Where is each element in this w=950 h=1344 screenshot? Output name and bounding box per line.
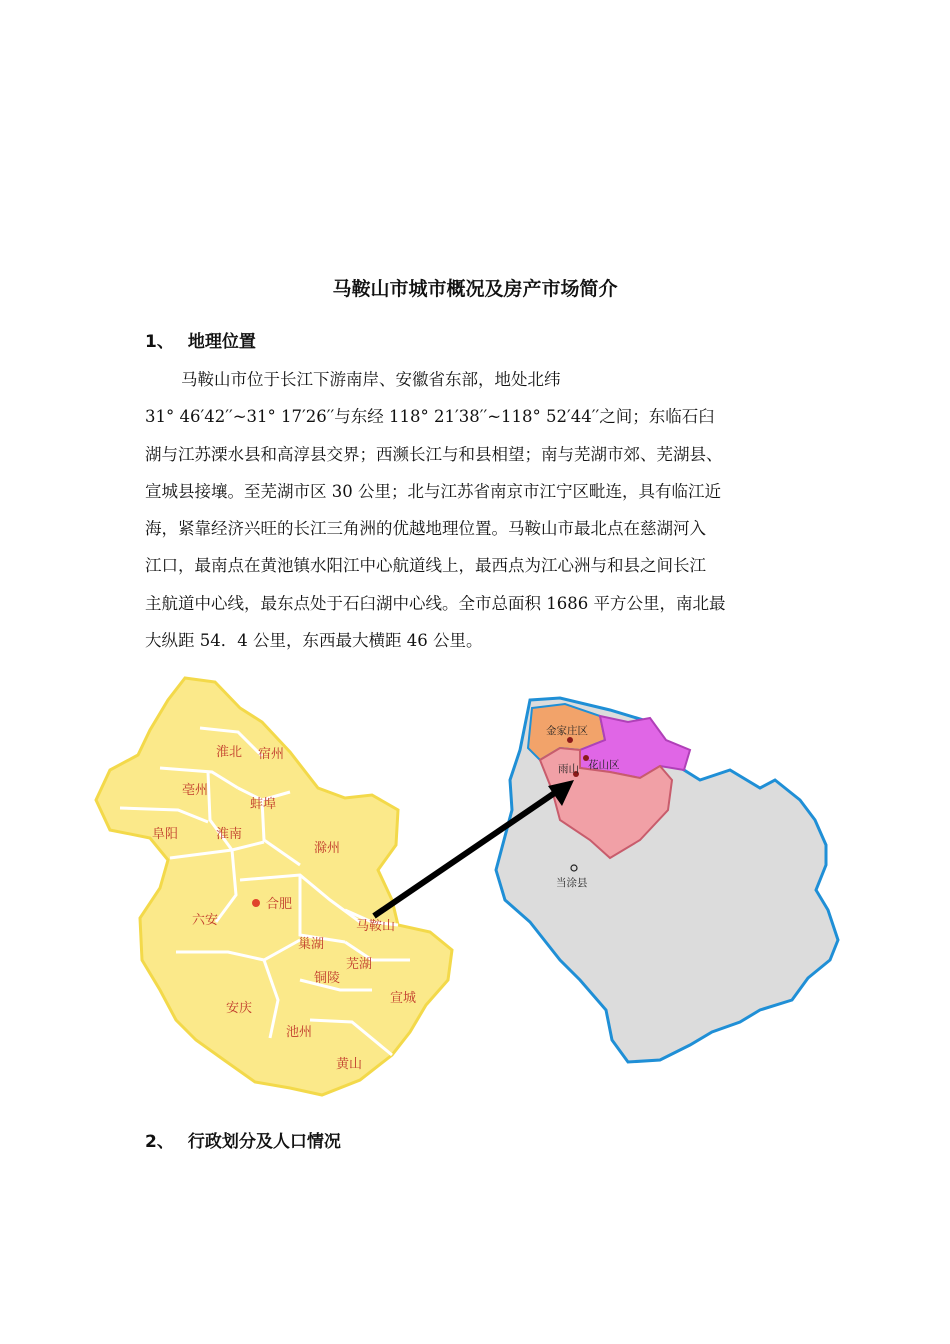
anhui-province-map [96,678,452,1095]
map-label: 合肥 [266,897,293,912]
paragraph-line: 马鞍山市位于长江下游南岸、安徽省东部，地处北纬 [181,370,561,389]
map-label: 淮南 [216,827,243,842]
province-outline [96,678,452,1095]
maps-figure [0,660,950,1120]
paragraph-line: 宣城县接壤。至芜湖市区 30 公里；北与江苏省南京市江宁区毗连，具有临江近 [145,481,721,501]
map-label: 滁州 [314,841,341,856]
maanshan-city-map [496,698,838,1062]
map-label: 马鞍山 [356,919,396,934]
map-label: 六安 [192,913,219,928]
map-label: 巢湖 [298,937,325,952]
section-heading-text: 行政划分及人口情况 [187,1132,341,1152]
map-label: 阜阳 [152,827,179,842]
paragraph-line: 海，紧靠经济兴旺的长江三角洲的优越地理位置。马鞍山市最北点在慈湖河入 [145,519,706,539]
document-title: 马鞍山市城市概况及房产市场简介 [332,278,618,300]
jinjiazhuang-marker [567,737,573,743]
hefei-marker [252,899,260,907]
map-label: 黄山 [336,1057,363,1072]
paragraph-line: 大纵距 54．4 公里，东西最大横距 46 公里。 [145,631,483,651]
section-heading-administration [145,1127,341,1152]
map-label: 池州 [286,1025,313,1040]
section-heading-geography [145,327,256,352]
map-label: 芜湖 [346,957,373,972]
map-label: 当涂县 [556,877,588,889]
map-label: 安庆 [226,1001,253,1016]
section-heading-text: 地理位置 [187,332,256,352]
map-label: 宿州 [258,747,285,762]
paragraph-line: 主航道中心线，最东点处于石臼湖中心线。全市总面积 1686 平方公里，南北最 [145,593,726,613]
map-label: 淮北 [216,745,243,760]
map-label: 雨山 [558,763,579,775]
map-label: 亳州 [182,783,209,798]
section-number: 2、 [145,1132,174,1152]
geography-paragraph [145,361,810,659]
map-label: 蚌埠 [250,797,277,812]
location-maps [0,660,950,1120]
paragraph-line: 31° 46′42′′~31° 17′26′′与东经 118° 21′38′′~118° 52′44′′之间；东临石臼 [145,407,715,427]
map-label: 金家庄区 [546,725,588,737]
map-label: 花山区 [588,759,620,771]
section-number: 1、 [145,332,174,352]
paragraph-line: 江口，最南点在黄池镇水阳江中心航道线上，最西点为江心洲与和县之间长江 [145,556,706,576]
map-label: 宣城 [390,991,417,1006]
paragraph-line: 湖与江苏溧水县和高淳县交界；西濒长江与和县相望；南与芜湖市郊、芜湖县、 [145,444,723,464]
map-label: 铜陵 [314,971,341,986]
